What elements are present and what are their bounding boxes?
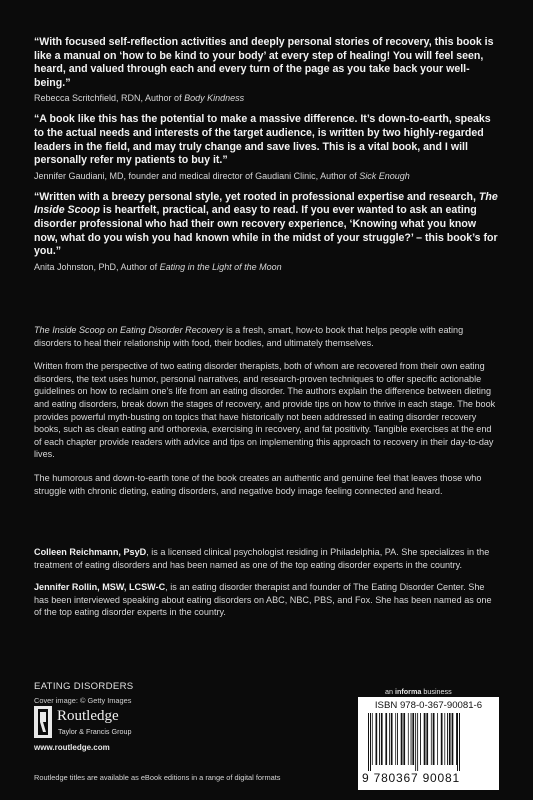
endorsement-2 [34, 113, 500, 181]
barcode-bar [419, 713, 420, 765]
barcode-bar [403, 713, 404, 765]
barcode-bar [438, 713, 441, 765]
barcode-bar [409, 713, 411, 765]
quote-text: “With focused self-reflection activities and deeply personal stories of recovery, this book is like a manual on ‘how to be kind to your body’ at every step of healing! You will feel seen, heard, and valued through each and every turn of the page as you take back your well-being.” [34, 36, 494, 89]
barcode-bar [458, 713, 459, 771]
barcode-bar [381, 713, 383, 765]
quote-book-title: The Inside Scoop [34, 190, 498, 217]
barcode-bar [420, 713, 421, 765]
barcode-bar [411, 713, 412, 765]
barcode-bar [457, 713, 458, 771]
publisher-website[interactable]: www.routledge.com [34, 743, 110, 752]
barcode-bar [397, 713, 398, 765]
barcode-bar [443, 713, 445, 765]
endorsements [34, 36, 500, 282]
barcode-bar [389, 713, 390, 765]
barcode-bar [368, 713, 369, 771]
barcode-bar [370, 713, 371, 771]
quote-attribution [34, 261, 500, 273]
barcode-bar [401, 713, 403, 765]
barcode-bar [435, 713, 438, 765]
barcode-bar [391, 713, 393, 765]
quote-attribution [34, 92, 500, 104]
description-paragraph: Written from the perspective of two eating disorder therapists, both of whom are recovered from their own eating disorders, the text uses humor, personal narratives, and research-proven techniques to offer specific actionable guidelines on how to reclaim one’s life from an eating disorder. The authors explain the difference between dieting and eating disorders, break down the stages of recovery, and provide tips on how to thrive in each stage. The book provides powerful myth-busting on topics that have historically not been addressed in eating disorder recovery books, such as clean eating and orthorexia, exercising in recovery, and fat positivity. Tangible exercises at the end of each chapter provide readers with advice and tips on implementing this approach to recovery in their day-to-day lives. [34, 361, 496, 460]
barcode-bar [432, 713, 433, 765]
barcode-bar [448, 713, 449, 765]
quote-attribution [34, 170, 500, 182]
barcode-bar [412, 713, 414, 765]
barcode-bar [426, 713, 427, 765]
endorsement-1 [34, 36, 500, 104]
barcode-bars [366, 713, 492, 771]
quote-author: Anita Johnston, PhD, Author of [34, 261, 160, 272]
barcode-bar [428, 713, 431, 765]
barcode-bar [377, 713, 379, 765]
barcode-bar [459, 713, 460, 771]
barcode-bar [387, 713, 389, 765]
endorsement-3 [34, 191, 500, 273]
description-paragraph: The humorous and down-to-earth tone of the book creates an authentic and genuine feel that leaves those who struggle with chronic dieting, eating disorders, and negative body image feeling connected and heard. [34, 472, 482, 496]
barcode-bar [415, 713, 416, 771]
quote-text: “Written with a breezy personal style, yet rooted in professional expertise and research, The Inside Scoop is heartfelt, practical, and easy to read. If you ever wanted to ask an eating disorder professional who had their own recovery experience, ‘Knowing what you know now, what do you wish you had known while in the midst of your struggle?’ – this book’s for you.” [34, 190, 498, 258]
ebook-note: Routledge titles are available as eBook editions in a range of digital formats [34, 773, 281, 782]
barcode-bar [383, 713, 386, 765]
routledge-emblem-icon [34, 706, 52, 738]
barcode-bar [398, 713, 401, 765]
quote-author: Jennifer Gaudiani, MD, founder and medical director of Gaudiani Clinic, Author of [34, 170, 360, 181]
barcode-bar [371, 713, 372, 765]
barcode-bar [441, 713, 443, 765]
book-description [34, 324, 500, 508]
barcode-bar [431, 713, 432, 765]
barcode-bar [447, 713, 448, 765]
subject-category: EATING DISORDERS [34, 681, 134, 692]
barcode-bar [395, 713, 396, 765]
informa-business-tag: an informa business [385, 687, 452, 696]
publisher-group: Taylor & Francis Group [58, 727, 132, 736]
publisher-name: Routledge [57, 708, 119, 724]
barcode-bar [369, 713, 370, 771]
barcode-bar [412, 713, 413, 765]
barcode-bar [451, 713, 452, 765]
barcode-bar [408, 713, 409, 765]
barcode-bar [417, 713, 418, 771]
barcode-bar [393, 713, 396, 765]
barcode-bar [403, 713, 405, 765]
barcode-bar [372, 713, 373, 765]
barcode-bar [444, 713, 445, 765]
barcode-bar [456, 713, 457, 765]
author-bios [34, 546, 500, 629]
barcode-bar [418, 713, 419, 771]
author-name: Colleen Reichmann, PsyD [34, 547, 147, 557]
barcode-bar [433, 713, 435, 765]
barcode-bar [445, 713, 447, 765]
barcode-bar [416, 713, 417, 771]
author-bio: Jennifer Rollin, MSW, LCSW-C, is an eating disorder therapist and founder of The Eating Disorder Center. She has been interviewed speaking about eating disorders on ABC, NBC, PBS, and Fox. She has been named as one of the top eating disorder experts in the country. [34, 582, 492, 618]
barcode-bar [373, 713, 376, 765]
barcode-bar [426, 713, 428, 765]
book-title: The Inside Scoop on Eating Disorder Recovery [34, 325, 224, 335]
barcode-bar [380, 713, 381, 765]
author-bio: Colleen Reichmann, PsyD, is a licensed clinical psychologist residing in Philadelphia, PA. She specializes in the treatment of eating disorders and has been named as one of the top eating disorder experts in the country. [34, 547, 490, 570]
isbn-label: ISBN 978-0-367-90081-6 [374, 700, 483, 711]
barcode-bar [414, 713, 415, 771]
barcode-bar [390, 713, 391, 765]
barcode-bar [385, 713, 387, 765]
isbn-number: 9 780367 90081 [362, 771, 460, 785]
quote-text: “A book like this has the potential to make a massive difference. It’s down-to-earth, speaks to the actual needs and interests of the target audience, is written by two highly-regarded leaders in the field, and may truly change and save lives. This is a vital book, and I will personally refer my patients to buy it.” [34, 113, 491, 167]
barcode-bar [449, 713, 451, 765]
barcode-bar [453, 713, 456, 765]
description-paragraph: The Inside Scoop on Eating Disorder Recovery is a fresh, smart, how-to book that helps people with eating disorders to heal their relationship with food, their bodies, and ultimately themselves. [34, 325, 464, 348]
quote-book-title: Eating in the Light of the Moon [159, 261, 282, 272]
barcode-bar [437, 713, 438, 765]
barcode-bar [405, 713, 408, 765]
cover-image-credit: Cover image: © Getty Images [34, 696, 132, 705]
quote-author: Rebecca Scritchfield, RDN, Author of [34, 93, 185, 104]
author-name: Jennifer Rollin, MSW, LCSW-C [34, 582, 166, 593]
quote-book-title: Body Kindness [184, 93, 245, 104]
barcode-bar [379, 713, 380, 765]
barcode-bar [376, 713, 378, 765]
barcode-bar [452, 713, 454, 765]
barcode-bar [421, 713, 424, 765]
quote-book-title: Sick Enough [359, 170, 410, 181]
barcode-bar [424, 713, 426, 765]
routledge-logo [34, 706, 164, 740]
isbn-barcode [358, 697, 499, 790]
barcode-bar [396, 713, 397, 765]
